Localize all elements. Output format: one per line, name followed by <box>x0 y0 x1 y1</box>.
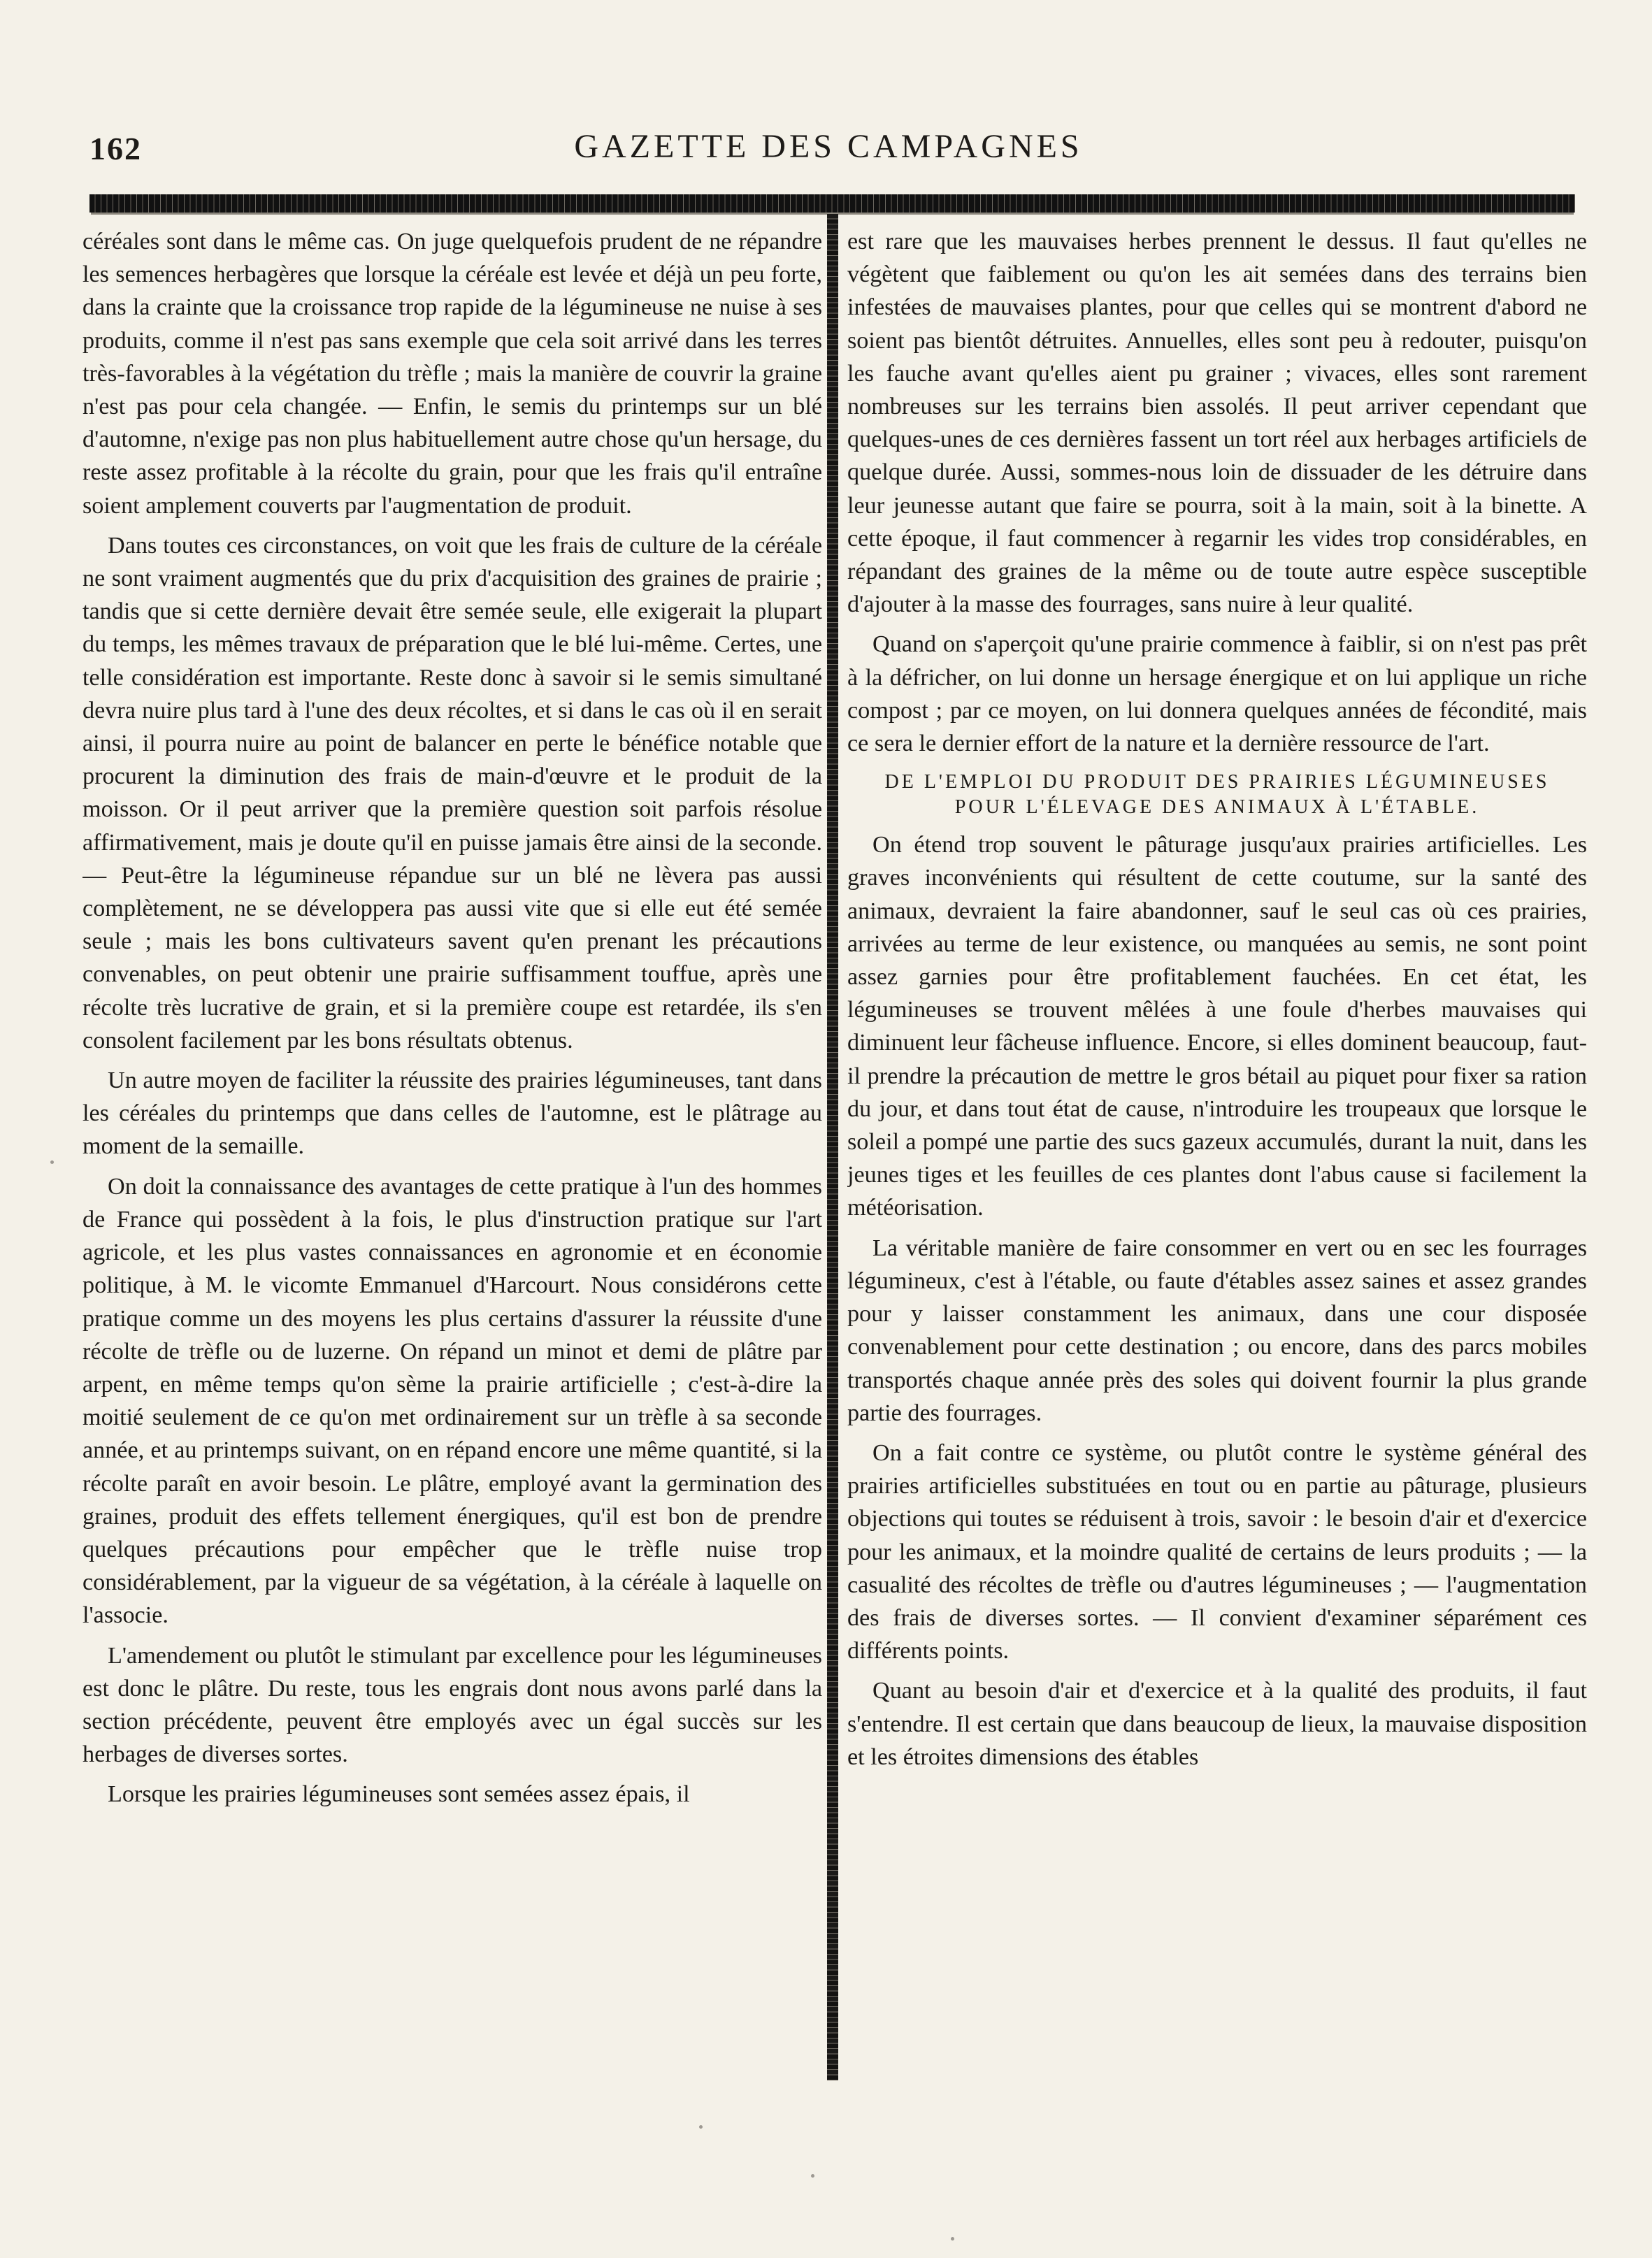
paragraph: L'amendement ou plutôt le stimulant par excellence pour les légumineuses est donc le plâtre. Du reste, tous les engrais dont nous avons parlé dans la section précédente, peuvent être employés avec un égal succès sur les herbages de diverses sortes. <box>82 1642 822 1768</box>
page-number: 162 <box>89 131 142 166</box>
section-heading-line: DE L'EMPLOI DU PRODUIT DES PRAIRIES LÉGUMINEUSES <box>884 771 1550 793</box>
left-column <box>82 225 822 2064</box>
paragraph: On doit la connaissance des avantages de cette pratique à l'un des hommes de France qui possèdent à la fois, le plus d'instruction pratique sur l'art agricole, et les plus vastes connaissances en agronomie et en économie politique, à M. le vicomte Emmanuel d'Harcourt. Nous considérons cette pratique comme un des moyens les plus certains d'assurer la réussite d'une récolte de trèfle ou de luzerne. On répand un minot et demi de plâtre par arpent, en même temps qu'on sème la prairie artificielle ; c'est-à-dire la moitié seulement de ce qu'on met ordinairement sur un trèfle à sa seconde année, et au printemps suivant, on en répand encore une même quantité, si la récolte paraît en avoir besoin. Le plâtre, employé avant la germination des graines, produit des effets tellement énergiques, qu'il est bon de prendre quelques précautions pour empêcher que le trèfle nuise trop considérablement, par la vigueur de sa végétation, à la céréale à laquelle on l'associe. <box>82 1173 822 1629</box>
paragraph: Quant au besoin d'air et d'exercice et à la qualité des produits, il faut s'entendre. Il est certain que dans beaucoup de lieux, la mauvaise disposition et les étroites dimensions des étables <box>847 1678 1587 1770</box>
section-heading <box>847 770 1587 820</box>
print-speck <box>699 2125 703 2129</box>
print-speck <box>811 2174 814 2178</box>
print-speck <box>50 1160 54 1164</box>
section-heading-line: POUR L'ÉLEVAGE DES ANIMAUX À L'ÉTABLE. <box>954 796 1480 819</box>
paragraph: On étend trop souvent le pâturage jusqu'aux prairies artificielles. Les graves inconvénients qui résultent de cette coutume, sur la santé des animaux, devraient la faire abandonner, sauf le seul cas où ces prairies, arrivées au terme de leur existence, ou manquées au semis, ne sont point assez garnies pour être profitablement fauchées. En cet état, les légumineuses se trouvent mêlées à une foule d'herbes mauvaises qui diminuent leur fâcheuse influence. Encore, si elles dominent beaucoup, faut-il prendre la précaution de mettre le gros bétail au piquet pour fixer sa ration du jour, et dans tout état de cause, n'introduire les troupeaux que lorsque le soleil a pompé une partie des sucs gazeux accumulés, durant la nuit, dans les jeunes tiges et les feuilles de ces plantes dont l'abus cause si facilement la météorisation. <box>847 832 1587 1221</box>
paragraph: est rare que les mauvaises herbes prennent le dessus. Il faut qu'elles ne végètent que faiblement ou qu'on les ait semées dans des terrains bien infestées de mauvaises plantes, pour que celles qui se montrent d'abord ne soient pas bientôt détruites. Annuelles, elles sont peu à redouter, puisqu'on les fauche avant qu'elles aient pu grainer ; vivaces, elles sont rarement nombreuses sur les terrains bien assolés. Il peut arriver cependant que quelques-unes de ces dernières fassent un tort réel aux herbages artificiels de quelque durée. Aussi, sommes-nous loin de dissuader de les détruire dans leur jeunesse autant que faire se pourra, soit à la main, soit à la binette. A cette époque, il faut commencer à regarnir les vides trop considérables, en répandant des graines de la même ou de toute autre espèce susceptible d'ajouter à la masse des fourrages, sans nuire à leur qualité. <box>847 229 1587 618</box>
paragraph: céréales sont dans le même cas. On juge quelquefois prudent de ne répandre les semences herbagères que lorsque la céréale est levée et déjà un peu forte, dans la crainte que la croissance trop rapide de la légumineuse ne nuise à ses produits, comme il n'est pas sans exemple que cela soit arrivé dans les terres très-favorables à la végétation du trèfle ; mais la manière de couvrir la graine n'est pas pour cela changée. — Enfin, le semis du printemps sur un blé d'automne, n'exige pas non plus habituellement autre chose qu'un hersage, du reste assez profitable à la récolte du grain, pour que les frais qu'il entraîne soient amplement couverts par l'augmentation de produit. <box>82 229 822 519</box>
paragraph: On a fait contre ce système, ou plutôt contre le système général des prairies artificielles substituées en tout ou en partie au pâturage, plusieurs objections qui toutes se réduisent à trois, savoir : le besoin d'air et d'exercice pour les animaux, et la moindre qualité de certains de leurs produits ; — la casualité des récoltes de trèfle ou d'autres légumineuses ; — l'augmentation des frais de diverses sortes. — Il convient d'examiner séparément ces différents points. <box>847 1439 1587 1664</box>
paragraph: Quand on s'aperçoit qu'une prairie commence à faiblir, si on n'est pas prêt à la défricher, on lui donne un hersage énergique et on lui applique un riche compost ; par ce moyen, on lui donnera quelques années de fécondité, mais ce sera le dernier effort de la nature et la dernière ressource de l'art. <box>847 631 1587 757</box>
paragraph: Dans toutes ces circonstances, on voit que les frais de culture de la céréale ne sont vraiment augmentés que du prix d'acquisition des graines de prairie ; tandis que si cette dernière devait être semée seule, elle exigerait la plupart du temps, les mêmes travaux de préparation que le blé lui-même. Certes, une telle considération est importante. Reste donc à savoir si le semis simultané devra nuire plus tard à l'une des deux récoltes, et si dans le cas où il en serait ainsi, il pourra nuire au point de balancer en perte le bénéfice notable que procurent la diminution des frais de main-d'œuvre et le produit de la moisson. Or il peut arriver que la première question soit parfois résolue affirmativement, mais je doute qu'il en puisse jamais être ainsi de la seconde. — Peut-être la légumineuse répandue sur un blé ne lèvera pas aussi complètement, ne se développera pas aussi vite que si elle eut été semée seule ; mais les bons cultivateurs savent qu'en prenant les précautions convenables, on peut obtenir une prairie suffisamment touffue, après une récolte très lucrative de grain, et si la première coupe est retardée, ils s'en consolent facilement par les bons résultats obtenus. <box>82 532 822 1054</box>
column-divider-ornament <box>827 214 838 2080</box>
print-speck <box>951 2237 954 2241</box>
paragraph: La véritable manière de faire consommer en vert ou en sec les fourrages légumineux, c'est à l'étable, ou faute d'étables assez saines et assez grandes pour y laisser constamment les animaux, dans une cour disposée convenablement pour cette destination ; ou encore, dans des parcs mobiles transportés chaque année près des soles qui doivent fournir la plus grande partie des fourrages. <box>847 1235 1587 1426</box>
page-header <box>77 124 1580 180</box>
ornamental-rule <box>89 194 1575 213</box>
paragraph: Un autre moyen de faciliter la réussite des prairies légumineuses, tant dans les céréales du printemps que dans celles de l'automne, est le plâtrage au moment de la semaille. <box>82 1067 822 1160</box>
paragraph: Lorsque les prairies légumineuses sont semées assez épais, il <box>108 1781 690 1808</box>
right-column <box>847 225 1587 2064</box>
running-title: GAZETTE DES CAMPAGNES <box>574 128 1083 165</box>
